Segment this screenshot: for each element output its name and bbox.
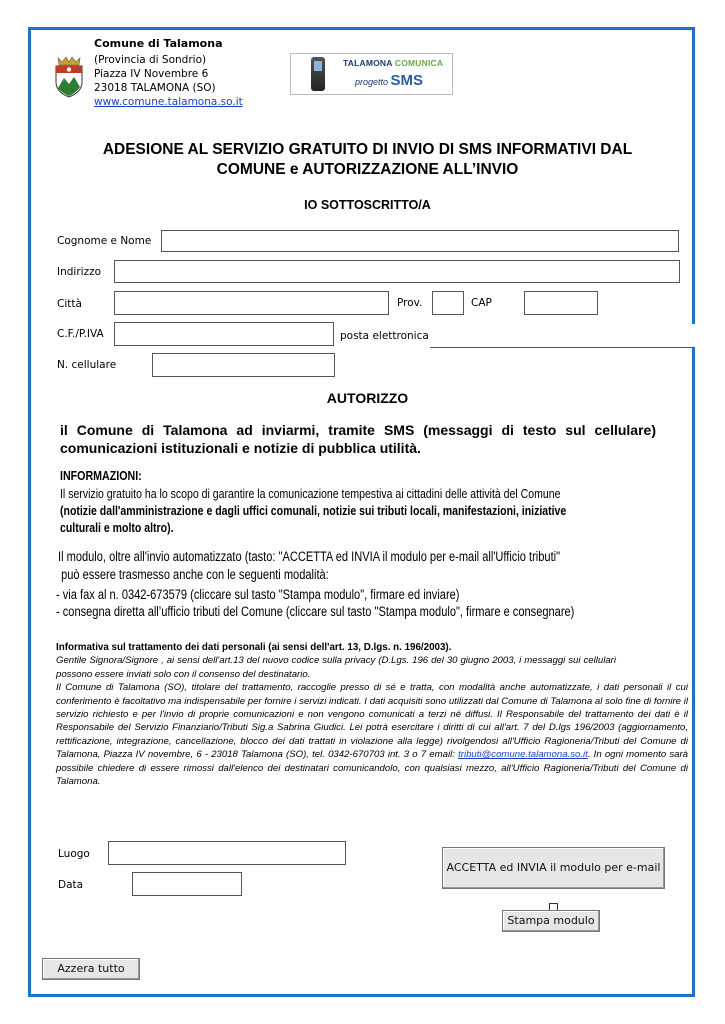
website-link[interactable]: www.comune.talamona.so.it [94,96,243,108]
accetta-invia-button[interactable]: ACCETTA ed INVIA il modulo per e-mail [442,847,665,889]
crest-icon [52,54,86,98]
cellulare-label: N. cellulare [57,359,117,371]
fax-option: - via fax al n. 0342-673579 (cliccare sul tasto "Stampa modulo", firmare ed inviare) [56,587,460,602]
info-body: Il servizio gratuito ha lo scopo di garantire la comunicazione tempestiva ai cittadini delle attività del Comune (notizie dall'amministrazione e dagli uffici comunali, notizie sui tributi locali, manifestazioni, iniziative culturali e molto altro). [60,486,567,535]
logo-line2: progetto SMS [355,72,424,89]
delivery-option: - consegna diretta all’ufficio tributi del Comune (cliccare sul tasto "Stampa modulo", firmare e consegnare) [56,604,575,619]
logo-line1: TALAMONA COMUNICA [343,58,444,68]
subtitle: IO SOTTOSCRITTO/A [304,198,431,212]
modulo-text: Il modulo, oltre all'invio automatizzato (tasto: "ACCETTA ed INVIA il modulo per e-mail all'Ufficio tributi" può essere trasmesso anche con le seguenti modalità: [58,549,561,582]
sms-project-logo [290,53,453,95]
privacy-paragraph-1: Gentile Signora/Signore , ai sensi dell'art.13 del nuovo codice sulla privacy (D.Lgs. 196 del 30 giugno 2003, i messaggi sui cellulari possono essere inviati solo con il consenso del destinatario. [56,655,616,680]
luogo-label: Luogo [58,848,90,860]
cap-label: CAP [471,297,492,309]
authorization-text: il Comune di Talamona ad inviarmi, tramite SMS (messaggi di testo sul cellulare) comunicazioni istituzionali e notizie di pubblica utilità. [60,422,656,456]
street: Piazza IV Novembre 6 [94,68,209,80]
cognome-nome-input[interactable] [161,230,679,252]
page-title: ADESIONE AL SERVIZIO GRATUITO DI INVIO DI SMS INFORMATIVI DAL COMUNE e AUTORIZZAZIONE ALL’INVIO [102,141,633,178]
prov-input[interactable] [432,291,464,315]
email-label: posta elettronica [340,330,429,342]
province: (Provincia di Sondrio) [94,54,207,66]
data-input[interactable] [132,872,242,896]
stampa-modulo-button[interactable]: Stampa modulo [502,910,600,932]
autorizzo-heading: AUTORIZZO [326,390,409,406]
cf-piva-input[interactable] [114,322,334,346]
email-input[interactable] [430,324,695,348]
cap-input[interactable] [524,291,598,315]
luogo-input[interactable] [108,841,346,865]
indirizzo-label: Indirizzo [57,266,102,278]
tributi-email-link[interactable]: tributi@comune.talamona.so.it [458,749,588,761]
mobile-phone-icon [311,57,325,91]
prov-label: Prov. [397,297,423,309]
cellulare-input[interactable] [152,353,335,377]
city: 23018 TALAMONA (SO) [94,82,216,94]
municipality-header [94,37,243,109]
org-name: Comune di Talamona [94,37,223,50]
privacy-notice [56,641,688,788]
privacy-heading: Informativa sul trattamento dei dati personali (ai sensi dell'art. 13, D.lgs. n. 196/2003). [56,642,452,653]
info-heading: INFORMAZIONI: [60,468,142,483]
azzera-tutto-button[interactable]: Azzera tutto [42,958,140,980]
citta-label: Città [57,298,82,310]
indirizzo-input[interactable] [114,260,680,283]
coat-of-arms-logo [52,54,86,98]
data-label: Data [58,879,84,891]
cognome-label: Cognome e Nome [57,235,152,247]
citta-input[interactable] [114,291,389,315]
privacy-paragraph-2: Il Comune di Talamona (SO), titolare del trattamento, raccoglie presso di sé e tratta, con modalità anche automatizzate, i dati personali il cui conferimento è facoltativo ma indispensabile per fornire i servizi indicati. I dati acquisiti sono utilizzati dal Comune di Talamona al solo fine di fornire il servizio richiesto e per l'invio di proprie comunicazioni e non vengono comunicati a terzi né diffusi. Il Responsabile del trattamento dei dati è il Responsabile del Servizio Finanziario/Tributi Sig.a Sabrina Giudici. Lei potrà esercitare i diritti di cui all'art. 7 del D.lgs 196/2003 (aggiornamento, rettificazione, integrazione, cancellazione, blocco dei dati trattati in violazione alla legge) rivolgendosi all'Ufficio Ragioneria/Tributi del Comune di Talamona, Piazza IV novembre, 6 - 23018 Talamona (SO), tel. 0342-670703 int. 3 o 7 email: tributi@comune.talamona.so.it. In ogni momento sarà possibile chiedere di essere rimossi dall'elenco dei destinatari comunicandolo, con qualsiasi mezzo, all'Ufficio Ragioneria/Tributi del Comune di Talamona. [56,682,688,788]
cf-piva-label: C.F./P.IVA [57,328,104,340]
